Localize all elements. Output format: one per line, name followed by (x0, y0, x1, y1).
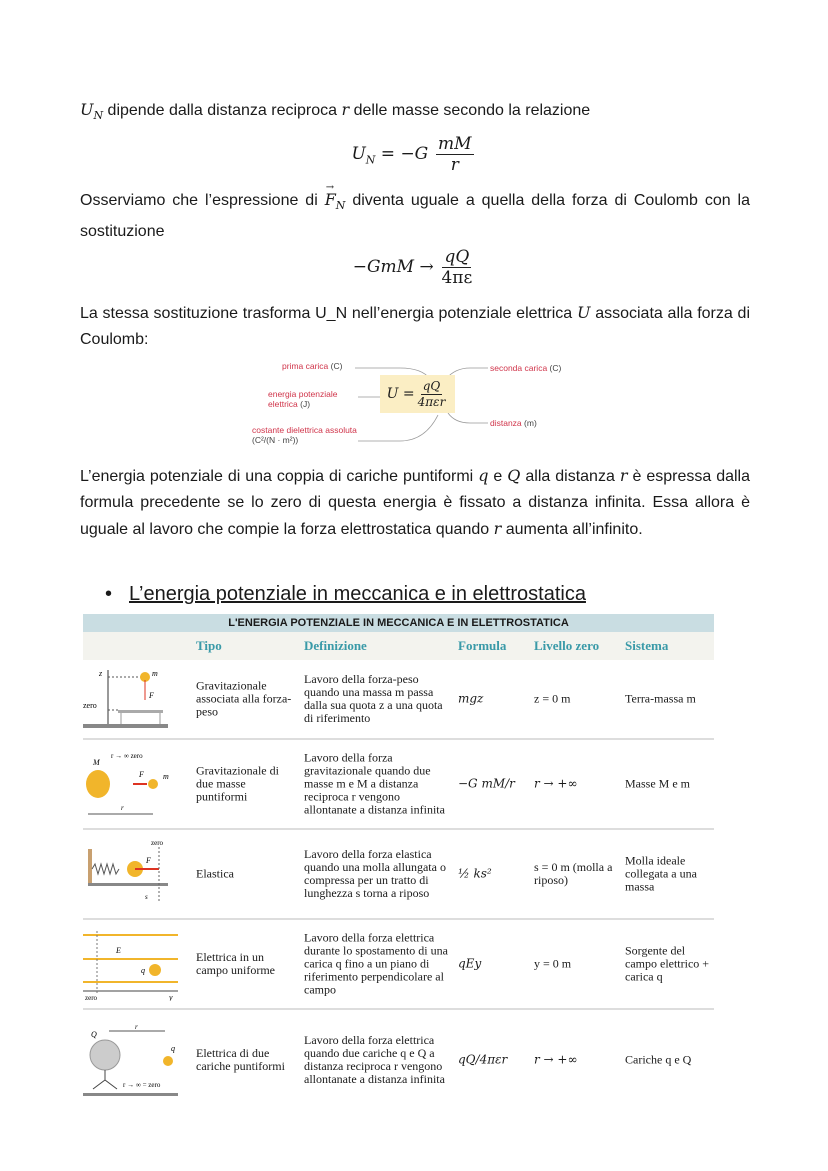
label-prima-carica: prima carica (C) (282, 361, 343, 371)
cell-definizione: Lavoro della forza elettrica quando due cariche q e Q a distanza reciproca r vengono allontanate a distanza infinita (304, 1033, 445, 1086)
eq-den: 4πε (441, 268, 473, 288)
eq-sub: N (365, 153, 376, 167)
vector-F (324, 182, 336, 209)
cell-tipo: Gravitazionale di due masse puntiformi (196, 763, 279, 804)
eq-num: mM (438, 134, 472, 154)
text: La stessa sostituzione trasforma U_N nell’energia potenziale elettrica (80, 305, 577, 322)
svg-text:y: y (169, 993, 173, 1001)
svg-text:r: r (121, 804, 124, 812)
svg-text:q: q (171, 1044, 175, 1053)
svg-text:zero: zero (85, 994, 98, 1001)
cell-sistema: Cariche q e Q (625, 1052, 692, 1067)
two-charges-figure (83, 1023, 183, 1097)
header-livello-zero: Livello zero (534, 638, 600, 653)
svg-text:F: F (149, 691, 154, 700)
text: delle masse secondo la relazione (349, 102, 591, 119)
spring-figure (83, 839, 183, 909)
coulomb-energy-diagram (250, 355, 590, 450)
cell-livello-zero: s = 0 m (molla a riposo) (534, 860, 613, 887)
cell-tipo: Elettrica in un campo uniforme (196, 950, 275, 977)
cell-tipo: Gravitazionale associata alla forza-peso (196, 678, 292, 719)
formula-lhs: U = (386, 386, 415, 402)
cell-formula: mgz (458, 691, 484, 706)
eq-lhs: U (351, 143, 366, 164)
eq-den: r (450, 155, 459, 175)
header-formula: Formula (458, 638, 507, 653)
cell-definizione: Lavoro della forza elettrica durante lo spostamento di una carica q fino a un piano di riferimento perpendicolare al campo (304, 930, 448, 997)
formula-box (380, 375, 455, 413)
text: dipende dalla distanza reciproca (103, 102, 342, 119)
symbol: r (341, 100, 350, 119)
text: diventa uguale a quella della forza di Coulomb con la sostituzione (80, 192, 751, 241)
svg-text:M: M (93, 758, 100, 767)
cell-sistema: Molla ideale collegata a una massa (625, 853, 697, 894)
cell-sistema: Sorgente del campo elettrico + carica q (625, 943, 710, 984)
equation-2 (0, 247, 828, 288)
cell-sistema: Masse M e m (625, 776, 690, 791)
symbol: U (576, 303, 591, 322)
svg-text:E: E (116, 946, 121, 955)
two-masses-figure (83, 749, 183, 819)
energy-table (83, 614, 714, 1110)
cell-formula: qEy (458, 956, 482, 971)
svg-text:q: q (141, 966, 145, 975)
text: associata alla forza di Coulomb: (80, 305, 750, 348)
table-row (83, 1010, 714, 1110)
svg-text:r: r (135, 1023, 138, 1031)
gravity-weight-figure (83, 664, 183, 734)
subscript: N (93, 109, 104, 123)
label-distanza: distanza (m) (490, 418, 537, 428)
eq-num: qQ (444, 247, 470, 267)
paragraph-2 (80, 182, 751, 245)
paragraph-1 (80, 97, 750, 129)
svg-text:F: F (139, 770, 144, 779)
symbol: F (324, 190, 336, 209)
svg-text:m: m (152, 669, 158, 678)
vector-arrow-icon: → (325, 182, 335, 193)
svg-text:m: m (163, 772, 169, 781)
cell-sistema: Terra-massa m (625, 691, 696, 706)
header-sistema: Sistema (625, 638, 669, 653)
svg-text:zero: zero (83, 701, 97, 710)
paragraph-4: L’energia potenziale di una coppia di cariche puntiformi q e Q alla distanza r è espressa dalla formula precedente se lo zero di questa energia è fissato a distanza infinita. Essa allora è uguale al lavoro che compie la forza elettrostatica quando r aumenta all’infinito. (80, 466, 751, 538)
svg-text:r → ∞ = zero: r → ∞ = zero (123, 1081, 161, 1089)
symbol: U (80, 100, 94, 119)
cell-definizione: Lavoro della forza elastica quando una molla allungata o compressa per un tratto di lunghezza s torna a riposo (304, 847, 446, 900)
cell-livello-zero: z = 0 m (534, 691, 571, 706)
cell-livello-zero: y = 0 m (534, 956, 572, 971)
paragraph-3 (80, 300, 750, 353)
svg-text:s: s (145, 893, 148, 901)
equation-1 (0, 134, 828, 175)
cell-definizione: Lavoro della forza gravitazionale quando due masse m e M a distanza reciproca r vengono allontanate a distanza infinita (304, 750, 445, 817)
text: Osserviamo che l’espressione di (80, 192, 325, 209)
table-title: L'ENERGIA POTENZIALE IN MECCANICA E IN ELETTROSTATICA (83, 614, 714, 632)
cell-definizione: Lavoro della forza-peso quando una massa m passa dalla sua quota z a una quota di riferimento (304, 672, 443, 725)
table-header (83, 632, 714, 660)
bullet-icon: • (105, 583, 113, 605)
svg-text:z: z (99, 669, 103, 678)
cell-tipo: Elettrica di due cariche puntiformi (196, 1046, 285, 1073)
label-seconda-carica: seconda carica (C) (490, 363, 562, 373)
cell-livello-zero: r → +∞ (534, 776, 578, 791)
table-row (83, 920, 714, 1010)
label-costante-dielettrica: costante dielettrica assoluta (C²/(N · m²)) (252, 425, 357, 445)
cell-formula: −G mM/r (458, 776, 515, 791)
header-definizione: Definizione (304, 638, 367, 653)
header-tipo: Tipo (196, 638, 222, 653)
eq-rel: = −G (375, 143, 429, 164)
eq-lhs: −GmM → (352, 256, 434, 277)
svg-text:Q: Q (91, 1030, 97, 1039)
formula-num: qQ (422, 378, 441, 393)
label-energia-potenziale: energia potenziale elettrica (J) (268, 389, 338, 409)
table-row (83, 660, 714, 740)
cell-tipo: Elastica (196, 866, 234, 881)
cell-formula: qQ/4πεr (458, 1052, 508, 1067)
section-heading: • L’energia potenziale in meccanica e in elettrostatica (105, 583, 586, 605)
table-row (83, 740, 714, 830)
table-row (83, 830, 714, 920)
svg-text:F: F (146, 856, 151, 865)
cell-formula: ½ ks² (458, 866, 492, 881)
svg-text:r → ∞ zero: r → ∞ zero (111, 752, 143, 760)
formula-den: 4πεr (417, 394, 446, 409)
uniform-field-figure (83, 927, 183, 1001)
cell-livello-zero: r → +∞ (534, 1052, 578, 1067)
svg-text:zero: zero (151, 839, 164, 847)
subscript: N (335, 199, 346, 213)
